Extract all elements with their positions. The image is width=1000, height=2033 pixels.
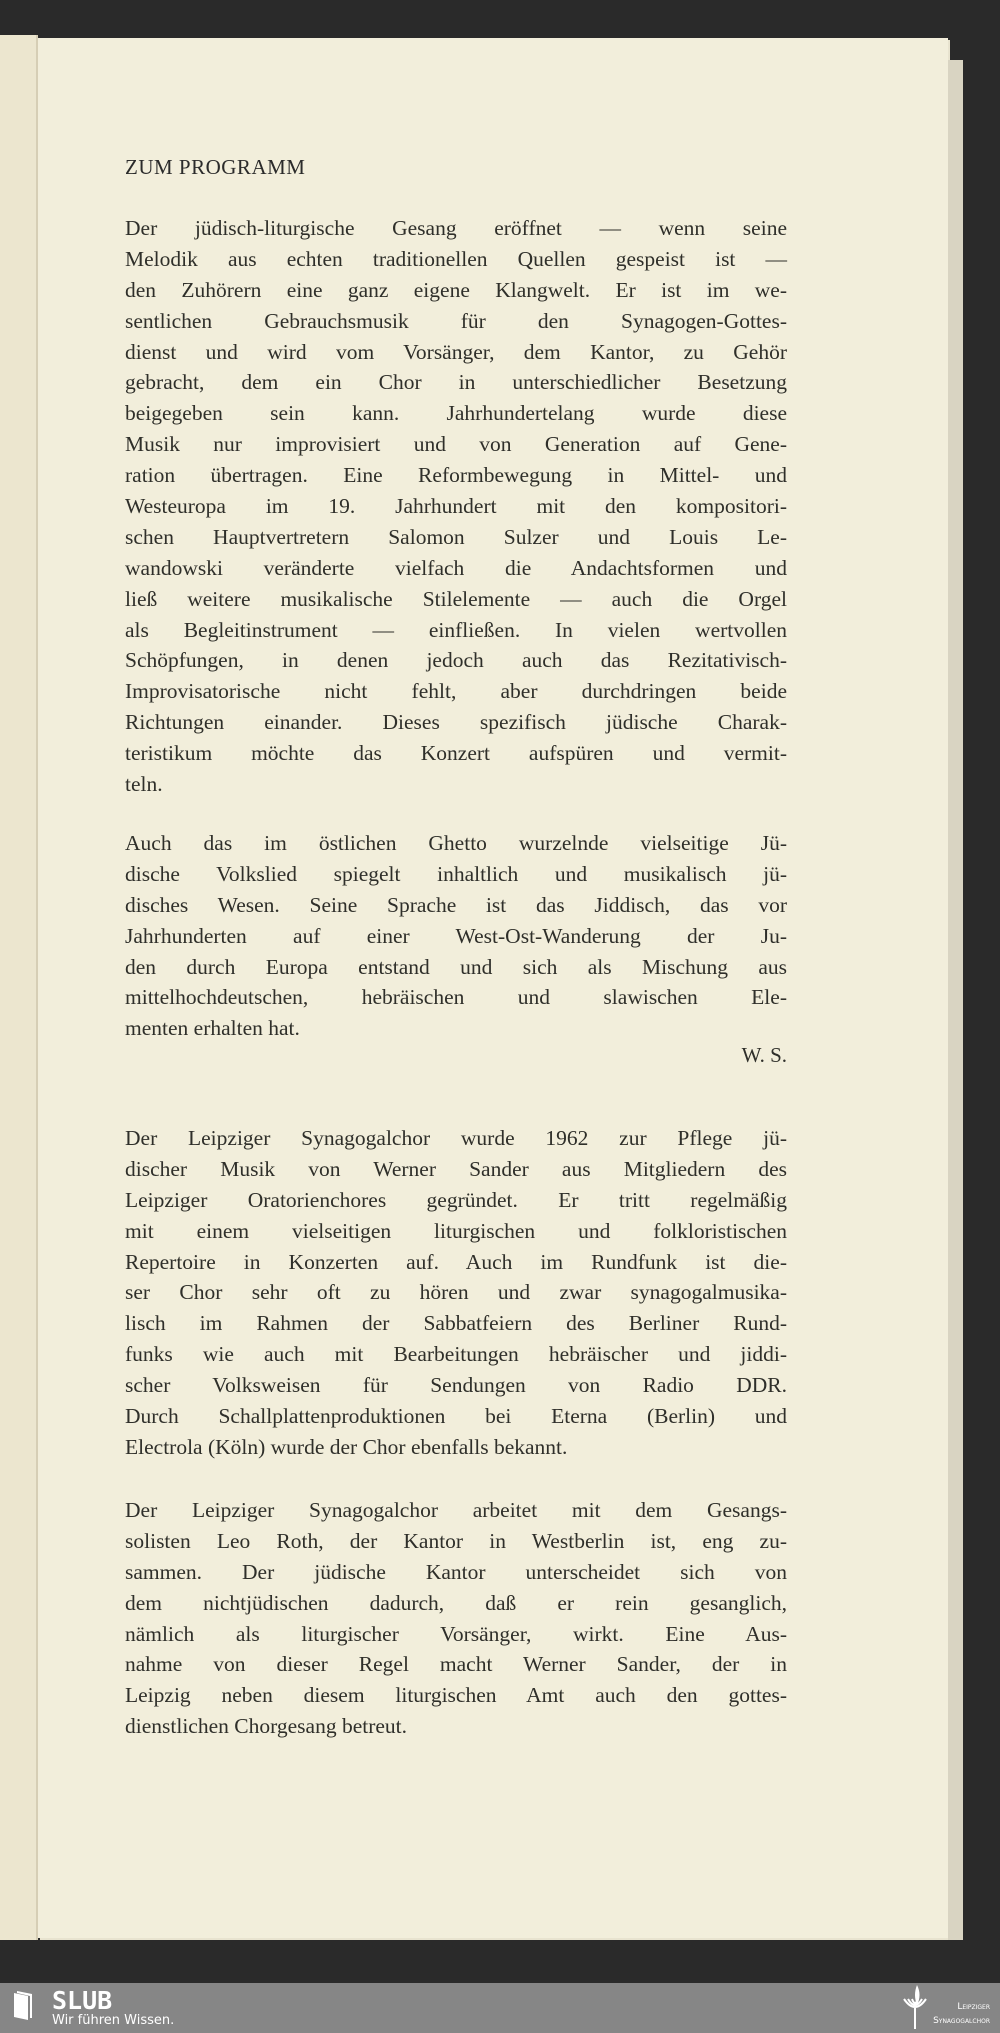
text-line: ließ weitere musikalische Stilelemente — auch die Orgel (125, 586, 787, 611)
text-line: Der jüdisch-liturgische Gesang eröffnet — wenn seine (125, 216, 787, 240)
text-line: Leipziger Oratorienchores gegründet. Er tritt regelmäßig (125, 1187, 787, 1212)
text-line: dienst und wird vom Vorsänger, dem Kantor, zu Gehör (125, 339, 787, 364)
text-line: wandowski veränderte vielfach die Andachtsformen und (125, 555, 787, 580)
page-edge (948, 60, 963, 1940)
text-line: sentlichen Gebrauchsmusik für den Synagogen-Gottes- (125, 308, 787, 333)
text-line: mit einem vielseitigen liturgischen und folkloristischen (125, 1218, 787, 1243)
text-line: Der Leipziger Synagogalchor wurde 1962 zur Pflege jü- (125, 1126, 787, 1150)
paragraph-4 (125, 1495, 787, 1742)
partner-line-2: Synagogalchor (933, 2016, 990, 2026)
paragraph-1 (125, 213, 787, 800)
text-line: teristikum möchte das Konzert aufspüren und vermit- (125, 741, 787, 766)
text-line: dienstlichen Chorgesang betreut. (125, 1714, 408, 1739)
paragraph-2 (125, 828, 787, 1044)
text-line: dem nichtjüdischen dadurch, daß er rein gesanglich, (125, 1590, 787, 1615)
adjacent-page-edge (0, 35, 38, 1940)
paragraph-3 (125, 1123, 787, 1463)
slub-book-icon (12, 1991, 34, 2021)
text-line: beigegeben sein kann. Jahrhundertelang wurde diese (125, 401, 787, 426)
partner-line-1: Leipziger (957, 2002, 990, 2012)
text-line: funks wie auch mit Bearbeitungen hebräischer und jiddi- (125, 1342, 787, 1367)
text-line: scher Volksweisen für Sendungen von Radio DDR. (125, 1373, 787, 1398)
text-line: nämlich als liturgischer Vorsänger, wirkt. Eine Aus- (125, 1621, 787, 1646)
text-line: disches Wesen. Seine Sprache ist das Jiddisch, das vor (125, 892, 787, 917)
text-line: Melodik aus echten traditionellen Quellen gespeist ist — (125, 246, 787, 271)
text-line: Improvisatorische nicht fehlt, aber durchdringen beide (125, 679, 787, 704)
text-line: Durch Schallplattenproduktionen bei Eterna (Berlin) und (125, 1404, 787, 1429)
text-line: mittelhochdeutschen, hebräischen und slawischen Ele- (125, 985, 787, 1010)
text-line: Repertoire in Konzerten auf. Auch im Rundfunk ist die- (125, 1249, 787, 1274)
text-line: Electrola (Köln) wurde der Chor ebenfalls bekannt. (125, 1434, 568, 1459)
text-line: Der Leipziger Synagogalchor arbeitet mit dem Gesangs- (125, 1498, 787, 1522)
text-line: Schöpfungen, in denen jedoch auch das Rezitativisch- (125, 648, 787, 673)
slub-tagline: Wir führen Wissen. (52, 2013, 175, 2028)
text-line: menten erhalten hat. (125, 1016, 300, 1041)
text-line: dische Volkslied spiegelt inhaltlich und musikalisch jü- (125, 861, 787, 886)
text-line: nahme von dieser Regel macht Werner Sander, der in (125, 1652, 787, 1677)
text-line: Musik nur improvisiert und von Generation auf Gene- (125, 432, 787, 457)
text-line: sammen. Der jüdische Kantor unterscheidet sich von (125, 1559, 787, 1584)
text-line: discher Musik von Werner Sander aus Mitgliedern des (125, 1156, 787, 1181)
footer-bar (0, 1983, 1000, 2033)
text-line: ser Chor sehr oft zu hören und zwar synagogalmusika- (125, 1280, 787, 1305)
text-line: teln. (125, 772, 163, 797)
text-line: schen Hauptvertretern Salomon Sulzer und Louis Le- (125, 524, 787, 549)
menorah-logo-icon (900, 1985, 930, 2030)
text-line: ration übertragen. Eine Reformbewegung in Mittel- und (125, 463, 787, 488)
slub-logo-text: SLUB (52, 1986, 113, 2015)
text-line: als Begleitinstrument — einfließen. In vielen wertvollen (125, 617, 787, 642)
signature: W. S. (741, 1043, 787, 1067)
text-line: Leipzig neben diesem liturgischen Amt auch den gottes- (125, 1683, 787, 1708)
text-line: Richtungen einander. Dieses spezifisch jüdische Charak- (125, 710, 787, 735)
text-line: gebracht, dem ein Chor in unterschiedlicher Besetzung (125, 370, 787, 395)
text-line: Jahrhunderten auf einer West-Ost-Wanderung der Ju- (125, 923, 787, 948)
text-line: den Zuhörern eine ganz eigene Klangwelt. Er ist im we- (125, 277, 787, 302)
text-line: den durch Europa entstand und sich als Mischung aus (125, 954, 787, 979)
text-line: Auch das im östlichen Ghetto wurzelnde vielseitige Jü- (125, 831, 787, 855)
text-line: lisch im Rahmen der Sabbatfeiern des Berliner Rund- (125, 1311, 787, 1336)
partner-logo-text (933, 2000, 990, 2028)
page-heading: ZUM PROGRAMM (125, 155, 306, 179)
text-line: Westeuropa im 19. Jahrhundert mit den kompositori- (125, 494, 787, 519)
text-line: solisten Leo Roth, der Kantor in Westberlin ist, eng zu- (125, 1528, 787, 1553)
